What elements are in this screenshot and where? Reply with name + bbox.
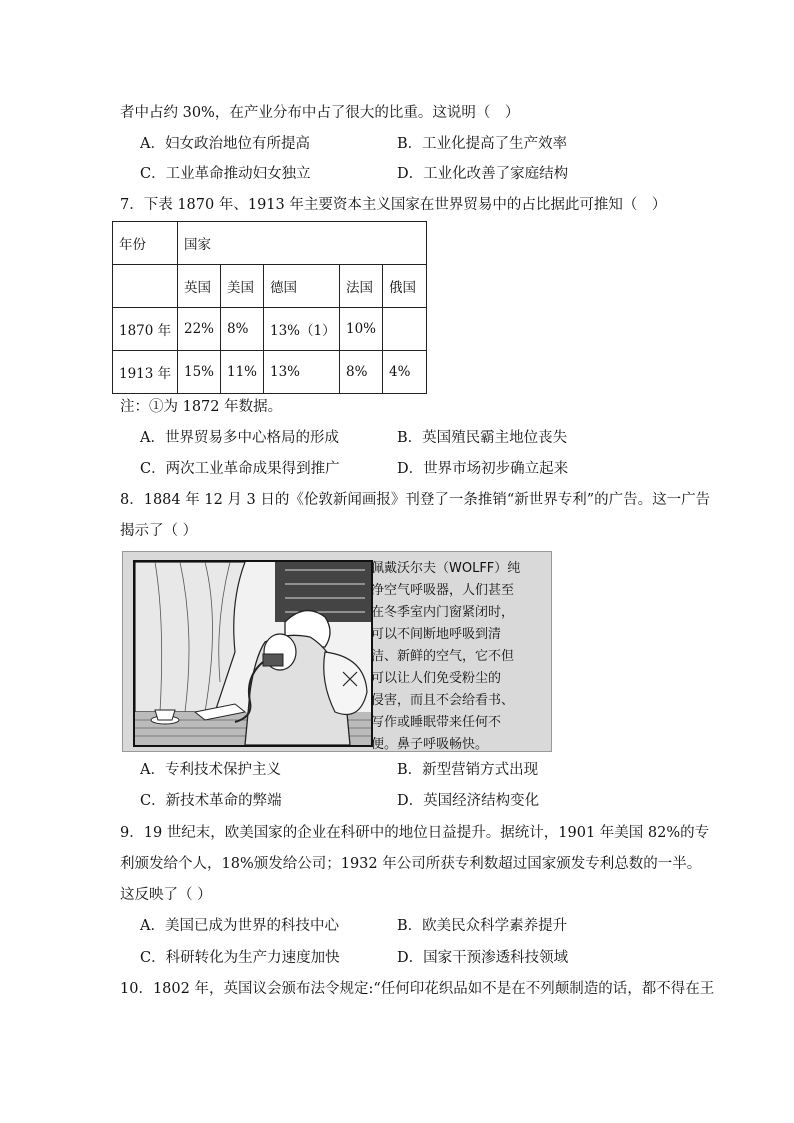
country-uk: 英国 xyxy=(178,265,221,308)
ad-text-line: 可以不间断地呼吸到清 xyxy=(371,627,502,642)
ad-text-line: 便。鼻子呼吸畅快。 xyxy=(371,737,489,752)
table-cell: 10% xyxy=(340,308,383,351)
country-russia: 俄国 xyxy=(383,265,427,308)
trade-share-table xyxy=(112,221,427,394)
ad-text-line: 可以让人们免受粉尘的 xyxy=(371,671,502,686)
table-cell: 8% xyxy=(221,308,264,351)
q8-stem-line2: 揭示了（ ） xyxy=(120,523,198,539)
advertisement-text xyxy=(371,558,543,756)
ad-text-line: 在冬季室内门窗紧闭时， xyxy=(371,605,515,620)
country-germany: 德国 xyxy=(264,265,340,308)
q8-option-a: A．专利技术保护主义 xyxy=(140,762,281,778)
q8-option-c: C．新技术革命的弊端 xyxy=(140,793,282,809)
q9-stem-line3: 这反映了（ ） xyxy=(120,887,212,903)
ad-text-line: 写作或睡眠带来任何不 xyxy=(371,715,502,730)
q6-option-b: B．工业化提高了生产效率 xyxy=(397,136,568,152)
q9-stem-line1: 9．19 世纪末，欧美国家的企业在科研中的地位日益提升。据统计，1901 年美国 82%的专 xyxy=(120,825,710,841)
table-cell xyxy=(383,308,427,351)
q6-stem: 者中占约 30%，在产业分布中占了很大的比重。这说明（ ） xyxy=(120,105,520,121)
q7-option-a: A．世界贸易多中心格局的形成 xyxy=(140,430,339,446)
q9-option-c: C．科研转化为生产力速度加快 xyxy=(140,950,340,966)
row-year: 1913 年 xyxy=(113,351,178,394)
q9-option-a: A．美国已成为世界的科技中心 xyxy=(140,918,339,934)
q9-option-d: D．国家干预渗透科技领域 xyxy=(397,950,569,966)
table-row xyxy=(113,351,427,394)
table-cell: 4% xyxy=(383,351,427,394)
q7-stem: 7．下表 1870 年、1913 年主要资本主义国家在世界贸易中的占比据此可推知（ ） xyxy=(120,197,667,213)
table-cell: 13% xyxy=(264,351,340,394)
q6-option-c: C．工业革命推动妇女独立 xyxy=(140,166,311,182)
q6-option-d: D．工业化改善了家庭结构 xyxy=(397,166,569,182)
table-cell: 22% xyxy=(178,308,221,351)
table-header-country: 国家 xyxy=(178,222,427,265)
ad-text-line: 佩戴沃尔夫（WOLFF）纯 xyxy=(371,561,521,576)
table-cell: 8% xyxy=(340,351,383,394)
row-year: 1870 年 xyxy=(113,308,178,351)
q9-option-b: B．欧美民众科学素养提升 xyxy=(397,918,568,934)
country-france: 法国 xyxy=(340,265,383,308)
q7-option-b: B．英国殖民霸主地位丧失 xyxy=(397,430,568,446)
country-us: 美国 xyxy=(221,265,264,308)
q7-note: 注：①为 1872 年数据。 xyxy=(120,399,283,415)
q10-stem-line1: 10．1802 年，英国议会颁布法令规定:“任何印花织品如不是在不列颠制造的话，都不得在王 xyxy=(120,981,715,997)
q6-option-a: A．妇女政治地位有所提高 xyxy=(140,136,310,152)
ad-text-line: 侵害，而且不会给看书、 xyxy=(371,693,515,708)
q7-option-c: C．两次工业革命成果得到推广 xyxy=(140,461,340,477)
q8-option-d: D．英国经济结构变化 xyxy=(397,793,540,809)
table-header-year: 年份 xyxy=(113,222,178,265)
table-cell-empty xyxy=(113,265,178,308)
q8-option-b: B．新型营销方式出现 xyxy=(397,762,539,778)
table-cell: 11% xyxy=(221,351,264,394)
advertisement-figure xyxy=(122,551,552,752)
advertisement-illustration xyxy=(133,560,373,747)
respirator-woman-illustration xyxy=(135,562,371,745)
ad-text-line: 洁、新鲜的空气，它不但 xyxy=(371,649,515,664)
q8-stem-line1: 8．1884 年 12 月 3 日的《伦敦新闻画报》刊登了一条推销“新世界专利”的广告。这一广告 xyxy=(120,492,711,508)
table-cell: 13%（1） xyxy=(264,308,340,351)
q7-option-d: D．世界市场初步确立起来 xyxy=(397,461,569,477)
table-row xyxy=(113,308,427,351)
table-cell: 15% xyxy=(178,351,221,394)
ad-text-line: 净空气呼吸器，人们甚至 xyxy=(371,583,515,598)
q9-stem-line2: 利颁发给个人，18%颁发给公司；1932 年公司所获专利数超过国家颁发专利总数的一半。 xyxy=(120,856,702,872)
